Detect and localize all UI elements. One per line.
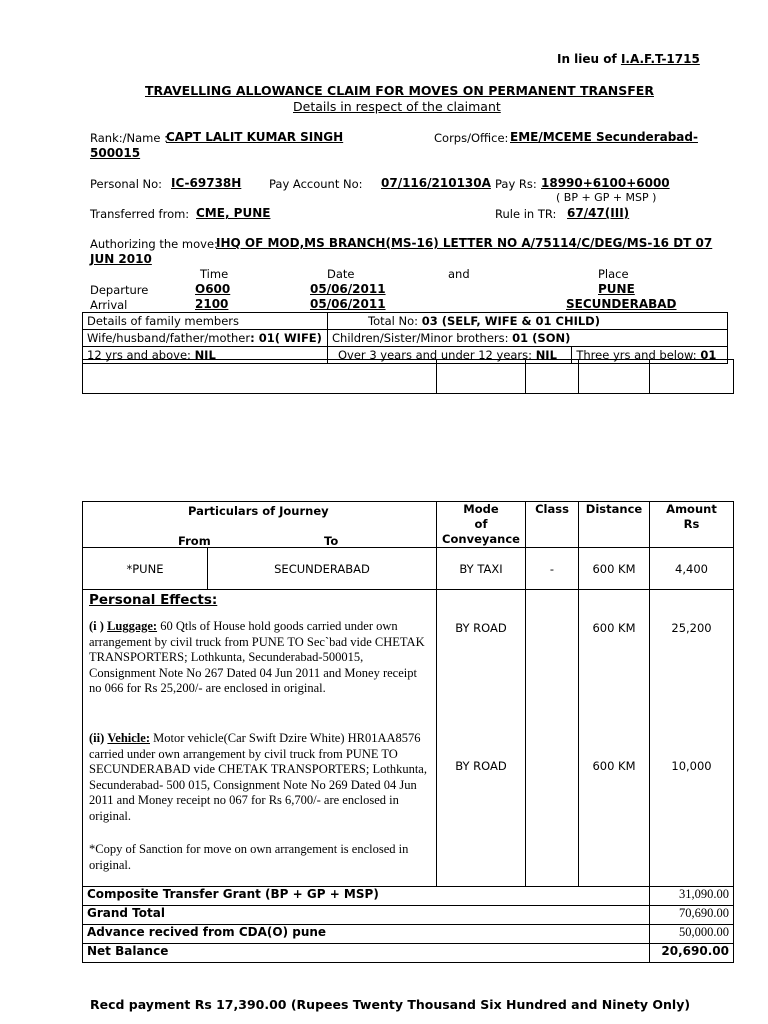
family-children-value: 01 (SON) <box>512 331 571 345</box>
family-below3-label: Three yrs and below: <box>576 348 697 362</box>
summary-advance-value: 50,000.00 <box>650 925 734 944</box>
summary-net-label: Net Balance <box>83 944 650 963</box>
summary-row-ctg <box>83 887 734 906</box>
journey-row-taxi <box>83 548 734 590</box>
particulars-header <box>83 502 437 548</box>
pay-account-label: Pay Account No: <box>269 177 363 191</box>
time-header: Time <box>200 267 229 281</box>
luggage-mode: BY ROAD <box>455 621 507 635</box>
transferred-from-value: CME, PUNE <box>196 206 271 220</box>
departure-place: PUNE <box>598 282 635 296</box>
family-details-label: Details of family members <box>83 313 328 330</box>
family-children-label: Children/Sister/Minor brothers: <box>332 331 509 345</box>
to-header: To <box>324 534 339 548</box>
page-title: TRAVELLING ALLOWANCE CLAIM FOR MOVES ON PERMANENT TRANSFER <box>145 83 654 98</box>
arrival-label: Arrival <box>90 298 128 312</box>
corps-label: Corps/Office: <box>434 131 509 145</box>
family-above12-label: 12 yrs and above: <box>87 348 191 362</box>
pe-distance-cell <box>579 590 650 887</box>
blank-cell-3 <box>526 360 579 394</box>
family-row-1 <box>83 313 728 330</box>
family-3to12-value: NIL <box>535 348 557 362</box>
summary-ctg-label: Composite Transfer Grant (BP + GP + MSP) <box>83 887 650 906</box>
summary-row-net <box>83 944 734 963</box>
luggage-label: Luggage: <box>107 619 158 633</box>
journey-table <box>82 501 734 963</box>
blank-cell-2 <box>437 360 526 394</box>
date-header: Date <box>327 267 355 281</box>
corps-value: EME/MCEME Secunderabad- <box>510 130 698 144</box>
corps-value-cont: 500015 <box>90 146 141 160</box>
amount-header <box>650 502 734 548</box>
luggage-num: (i ) <box>89 619 104 633</box>
vehicle-mode: BY ROAD <box>455 759 507 773</box>
family-below3-value: 01 <box>700 348 717 362</box>
mode-header-3: Conveyance <box>442 532 520 546</box>
family-wife-label: Wife/husband/father/mother <box>87 331 251 345</box>
journey-header-row <box>83 502 734 548</box>
family-3to12-label: Over 3 years and under 12 years: <box>338 348 533 362</box>
in-lieu-line <box>557 52 700 66</box>
rank-name-label: Rank:/Name : <box>90 131 168 145</box>
journey-class: - <box>526 548 579 590</box>
personal-no-label: Personal No: <box>90 177 163 191</box>
sanction-note: *Copy of Sanction for move on own arrangement is enclosed in original. <box>89 842 409 872</box>
personal-effects-title: Personal Effects: <box>89 592 218 608</box>
blank-cell-1 <box>83 360 437 394</box>
pay-rs-value: 18990+6100+6000 <box>541 176 670 190</box>
vehicle-body: Motor vehicle(Car Swift Dzire White) HR01AA8576 carried under own arrangement by civil truck from PUNE TO SECUNDERABAD vide CHETAK TRANSPORTERS; Lothkunta, Secunderabad- 500 015, Consignment Note No 269 Dated 04 Jun 2011 and Money receipt no 067 for Rs 6,700/- are enclosed in original. <box>89 731 427 823</box>
and-header: and <box>448 267 470 281</box>
payment-line: Recd payment Rs 17,390.00 (Rupees Twenty Thousand Six Hundred and Ninety Only) <box>90 997 691 1012</box>
summary-grand-label: Grand Total <box>83 906 650 925</box>
journey-from: *PUNE <box>83 548 208 590</box>
from-header: From <box>178 534 211 548</box>
mode-header-1: Mode <box>463 502 499 516</box>
blank-cell-5 <box>650 360 734 394</box>
family-children-cell <box>328 330 728 347</box>
personal-effects-row <box>83 590 734 887</box>
blank-cell-4 <box>579 360 650 394</box>
rule-label: Rule in TR: <box>495 207 557 221</box>
personal-effects-cell <box>83 590 437 887</box>
summary-ctg-value: 31,090.00 <box>650 887 734 906</box>
luggage-text <box>89 619 427 697</box>
family-row-2 <box>83 330 728 347</box>
luggage-amount: 25,200 <box>671 621 712 635</box>
authorizing-label: Authorizing the move: <box>90 237 218 251</box>
pe-mode-cell <box>437 590 526 887</box>
journey-mode: BY TAXI <box>437 548 526 590</box>
in-lieu-form: I.A.F.T-1715 <box>620 52 700 66</box>
distance-header: Distance <box>579 502 650 548</box>
departure-time: O600 <box>195 282 231 296</box>
rank-name-value: CAPT LALIT KUMAR SINGH <box>166 130 344 144</box>
in-lieu-prefix: In lieu of <box>557 52 617 66</box>
pay-rs-label: Pay Rs: <box>495 177 537 191</box>
luggage-body: 60 Qtls of House hold goods carried under own arrangement by civil truck from PUNE TO Sec`bad vide CHETAK TRANSPORTERS; Lothkunta, Secunderabad-500015, Consignment Note No 267 Dated 04 Jun 2011 and Money receipt no 066 for Rs 25,200/- are enclosed in original. <box>89 619 425 695</box>
family-wife-cell <box>83 330 328 347</box>
arrival-date: 05/06/2011 <box>310 297 386 311</box>
mode-header <box>437 502 526 548</box>
mode-header-2: of <box>474 517 488 531</box>
summary-row-grand <box>83 906 734 925</box>
vehicle-amount: 10,000 <box>671 759 712 773</box>
authorizing-value-cont: JUN 2010 <box>90 252 152 266</box>
family-total-cell <box>328 313 728 330</box>
pe-class-cell <box>526 590 579 887</box>
departure-date: 05/06/2011 <box>310 282 386 296</box>
luggage-distance: 600 KM <box>592 621 636 635</box>
pay-account-value: 07/116/210130A <box>381 176 491 190</box>
family-wife-value: : 01( WIFE) <box>250 331 322 345</box>
family-total-label: Total No: <box>368 314 419 328</box>
personal-no-value: IC-69738H <box>171 176 242 190</box>
pay-breakup: ( BP + GP + MSP ) <box>556 191 657 204</box>
place-header: Place <box>598 267 629 281</box>
transferred-from-label: Transferred from: <box>90 207 190 221</box>
pe-amount-cell <box>650 590 734 887</box>
authorizing-value: IHQ OF MOD,MS BRANCH(MS-16) LETTER NO A/75114/C/DEG/MS-16 DT 07 <box>216 236 713 250</box>
journey-to: SECUNDERABAD <box>208 548 437 590</box>
vehicle-num: (ii) <box>89 731 105 745</box>
rule-value: 67/47(III) <box>567 206 630 220</box>
journey-distance: 600 KM <box>579 548 650 590</box>
vehicle-text <box>89 731 434 824</box>
class-header: Class <box>526 502 579 548</box>
family-table <box>82 312 728 364</box>
amount-header-2: Rs <box>683 517 700 531</box>
summary-row-advance <box>83 925 734 944</box>
vehicle-label: Vehicle: <box>107 731 150 745</box>
summary-advance-label: Advance recived from CDA(O) pune <box>83 925 650 944</box>
summary-net-value: 20,690.00 <box>650 944 734 963</box>
vehicle-distance: 600 KM <box>592 759 636 773</box>
page-subtitle: Details in respect of the claimant <box>293 99 501 114</box>
arrival-place: SECUNDERABAD <box>566 297 677 311</box>
departure-label: Departure <box>90 283 149 297</box>
blank-entry-row <box>82 359 734 394</box>
particulars-title: Particulars of Journey <box>188 504 329 518</box>
family-above12-value: NIL <box>194 348 216 362</box>
arrival-time: 2100 <box>195 297 229 311</box>
family-total-value: 03 (SELF, WIFE & 01 CHILD) <box>421 314 600 328</box>
journey-amount: 4,400 <box>650 548 734 590</box>
summary-grand-value: 70,690.00 <box>650 906 734 925</box>
amount-header-1: Amount <box>666 502 717 516</box>
